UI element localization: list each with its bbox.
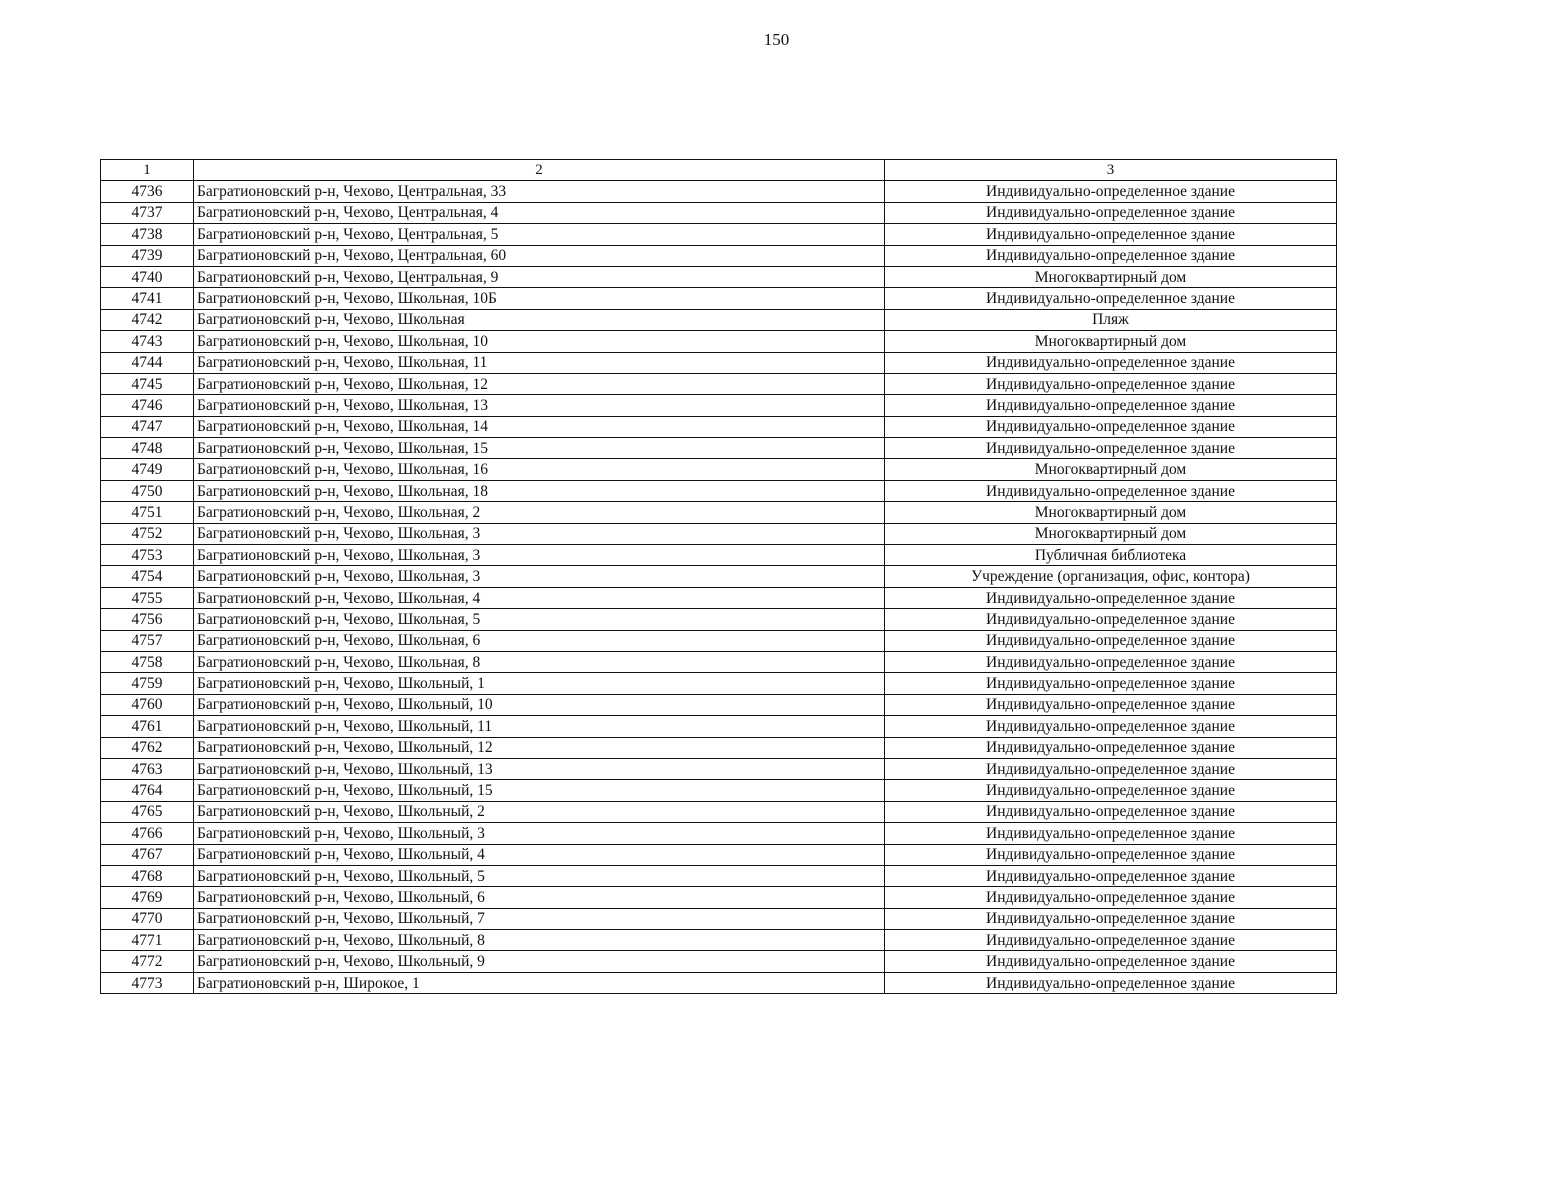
table-row (101, 438, 1337, 459)
address-cell: Багратионовский р-н, Чехово, Школьная, 13 (194, 395, 885, 416)
address-cell: Багратионовский р-н, Чехово, Школьная, 10 (194, 331, 885, 352)
row-number-cell: 4772 (101, 951, 194, 972)
row-number-cell: 4759 (101, 673, 194, 694)
header-cell-2: 2 (194, 160, 885, 181)
registry-table (100, 159, 1337, 994)
address-cell: Багратионовский р-н, Чехово, Школьный, 7 (194, 908, 885, 929)
object-type-cell: Учреждение (организация, офис, контора) (885, 566, 1337, 587)
object-type-cell: Индивидуально-определенное здание (885, 780, 1337, 801)
address-cell: Багратионовский р-н, Чехово, Школьная, 11 (194, 352, 885, 373)
row-number-cell: 4752 (101, 523, 194, 544)
address-cell: Багратионовский р-н, Чехово, Школьный, 3 (194, 823, 885, 844)
address-cell: Багратионовский р-н, Чехово, Школьная, 3 (194, 523, 885, 544)
row-number-cell: 4761 (101, 716, 194, 737)
address-cell: Багратионовский р-н, Чехово, Центральная, 5 (194, 224, 885, 245)
table-row (101, 651, 1337, 672)
header-cell-1: 1 (101, 160, 194, 181)
table-row (101, 951, 1337, 972)
table-header-row (101, 160, 1337, 181)
address-cell: Багратионовский р-н, Чехово, Школьный, 6 (194, 887, 885, 908)
table-row (101, 887, 1337, 908)
table-row (101, 630, 1337, 651)
object-type-cell: Индивидуально-определенное здание (885, 352, 1337, 373)
row-number-cell: 4762 (101, 737, 194, 758)
table-row (101, 502, 1337, 523)
object-type-cell: Публичная библиотека (885, 545, 1337, 566)
page-number: 150 (763, 30, 790, 49)
row-number-cell: 4738 (101, 224, 194, 245)
object-type-cell: Индивидуально-определенное здание (885, 245, 1337, 266)
table-row (101, 309, 1337, 330)
row-number-cell: 4754 (101, 566, 194, 587)
table-row (101, 523, 1337, 544)
table-row (101, 566, 1337, 587)
object-type-cell: Индивидуально-определенное здание (885, 972, 1337, 993)
row-number-cell: 4771 (101, 930, 194, 951)
row-number-cell: 4750 (101, 480, 194, 501)
row-number-cell: 4764 (101, 780, 194, 801)
address-cell: Багратионовский р-н, Чехово, Центральная, 33 (194, 181, 885, 202)
row-number-cell: 4745 (101, 373, 194, 394)
row-number-cell: 4751 (101, 502, 194, 523)
row-number-cell: 4739 (101, 245, 194, 266)
address-cell: Багратионовский р-н, Чехово, Школьный, 15 (194, 780, 885, 801)
object-type-cell: Индивидуально-определенное здание (885, 438, 1337, 459)
table-row (101, 545, 1337, 566)
row-number-cell: 4741 (101, 288, 194, 309)
object-type-cell: Многоквартирный дом (885, 523, 1337, 544)
row-number-cell: 4756 (101, 609, 194, 630)
object-type-cell: Индивидуально-определенное здание (885, 202, 1337, 223)
address-cell: Багратионовский р-н, Чехово, Школьная, 10Б (194, 288, 885, 309)
table-row (101, 844, 1337, 865)
table-row (101, 331, 1337, 352)
row-number-cell: 4740 (101, 266, 194, 287)
row-number-cell: 4763 (101, 758, 194, 779)
row-number-cell: 4760 (101, 694, 194, 715)
address-cell: Багратионовский р-н, Чехово, Школьная, 12 (194, 373, 885, 394)
object-type-cell: Индивидуально-определенное здание (885, 930, 1337, 951)
row-number-cell: 4743 (101, 331, 194, 352)
row-number-cell: 4755 (101, 587, 194, 608)
address-cell: Багратионовский р-н, Чехово, Школьный, 10 (194, 694, 885, 715)
table-row (101, 373, 1337, 394)
table-row (101, 865, 1337, 886)
object-type-cell: Индивидуально-определенное здание (885, 224, 1337, 245)
object-type-cell: Индивидуально-определенное здание (885, 865, 1337, 886)
address-cell: Багратионовский р-н, Чехово, Школьный, 2 (194, 801, 885, 822)
address-cell: Багратионовский р-н, Чехово, Школьная, 16 (194, 459, 885, 480)
address-cell: Багратионовский р-н, Чехово, Школьный, 8 (194, 930, 885, 951)
table-row (101, 908, 1337, 929)
row-number-cell: 4747 (101, 416, 194, 437)
row-number-cell: 4758 (101, 651, 194, 672)
table-row (101, 716, 1337, 737)
table-row (101, 202, 1337, 223)
table-row (101, 758, 1337, 779)
row-number-cell: 4736 (101, 181, 194, 202)
table-row (101, 181, 1337, 202)
address-cell: Багратионовский р-н, Чехово, Школьная, 15 (194, 438, 885, 459)
object-type-cell: Пляж (885, 309, 1337, 330)
table-row (101, 459, 1337, 480)
address-cell: Багратионовский р-н, Чехово, Школьная, 5 (194, 609, 885, 630)
object-type-cell: Многоквартирный дом (885, 331, 1337, 352)
table-row (101, 609, 1337, 630)
table-row (101, 801, 1337, 822)
table-row (101, 780, 1337, 801)
address-cell: Багратионовский р-н, Чехово, Школьная, 2 (194, 502, 885, 523)
address-cell: Багратионовский р-н, Чехово, Школьная, 6 (194, 630, 885, 651)
row-number-cell: 4753 (101, 545, 194, 566)
object-type-cell: Индивидуально-определенное здание (885, 716, 1337, 737)
table-row (101, 416, 1337, 437)
table-row (101, 673, 1337, 694)
table-row (101, 823, 1337, 844)
table-row (101, 480, 1337, 501)
address-cell: Багратионовский р-н, Чехово, Школьный, 5 (194, 865, 885, 886)
row-number-cell: 4769 (101, 887, 194, 908)
object-type-cell: Индивидуально-определенное здание (885, 737, 1337, 758)
object-type-cell: Индивидуально-определенное здание (885, 673, 1337, 694)
table-row (101, 587, 1337, 608)
object-type-cell: Индивидуально-определенное здание (885, 587, 1337, 608)
address-cell: Багратионовский р-н, Чехово, Школьная (194, 309, 885, 330)
row-number-cell: 4765 (101, 801, 194, 822)
address-cell: Багратионовский р-н, Чехово, Школьная, 4 (194, 587, 885, 608)
address-cell: Багратионовский р-н, Чехово, Школьный, 12 (194, 737, 885, 758)
object-type-cell: Индивидуально-определенное здание (885, 181, 1337, 202)
object-type-cell: Индивидуально-определенное здание (885, 694, 1337, 715)
object-type-cell: Многоквартирный дом (885, 502, 1337, 523)
address-cell: Багратионовский р-н, Чехово, Школьная, 3 (194, 545, 885, 566)
object-type-cell: Многоквартирный дом (885, 459, 1337, 480)
table-row (101, 972, 1337, 993)
object-type-cell: Индивидуально-определенное здание (885, 823, 1337, 844)
object-type-cell: Индивидуально-определенное здание (885, 609, 1337, 630)
table-row (101, 352, 1337, 373)
row-number-cell: 4746 (101, 395, 194, 416)
row-number-cell: 4737 (101, 202, 194, 223)
object-type-cell: Индивидуально-определенное здание (885, 630, 1337, 651)
address-cell: Багратионовский р-н, Чехово, Центральная, 60 (194, 245, 885, 266)
address-cell: Багратионовский р-н, Чехово, Школьный, 11 (194, 716, 885, 737)
row-number-cell: 4773 (101, 972, 194, 993)
table-row (101, 224, 1337, 245)
address-cell: Багратионовский р-н, Чехово, Школьная, 3 (194, 566, 885, 587)
row-number-cell: 4748 (101, 438, 194, 459)
row-number-cell: 4749 (101, 459, 194, 480)
header-cell-3: 3 (885, 160, 1337, 181)
object-type-cell: Индивидуально-определенное здание (885, 908, 1337, 929)
row-number-cell: 4768 (101, 865, 194, 886)
object-type-cell: Индивидуально-определенное здание (885, 288, 1337, 309)
object-type-cell: Индивидуально-определенное здание (885, 480, 1337, 501)
table-row (101, 694, 1337, 715)
row-number-cell: 4770 (101, 908, 194, 929)
address-cell: Багратионовский р-н, Чехово, Школьная, 8 (194, 651, 885, 672)
table-row (101, 395, 1337, 416)
address-cell: Багратионовский р-н, Чехово, Школьный, 1 (194, 673, 885, 694)
table-row (101, 245, 1337, 266)
row-number-cell: 4757 (101, 630, 194, 651)
address-cell: Багратионовский р-н, Чехово, Центральная, 4 (194, 202, 885, 223)
address-cell: Багратионовский р-н, Широкое, 1 (194, 972, 885, 993)
object-type-cell: Индивидуально-определенное здание (885, 844, 1337, 865)
table-body (101, 160, 1337, 994)
object-type-cell: Индивидуально-определенное здание (885, 373, 1337, 394)
object-type-cell: Индивидуально-определенное здание (885, 651, 1337, 672)
table-row (101, 266, 1337, 287)
row-number-cell: 4744 (101, 352, 194, 373)
address-cell: Багратионовский р-н, Чехово, Школьный, 9 (194, 951, 885, 972)
object-type-cell: Индивидуально-определенное здание (885, 887, 1337, 908)
address-cell: Багратионовский р-н, Чехово, Школьный, 13 (194, 758, 885, 779)
row-number-cell: 4767 (101, 844, 194, 865)
object-type-cell: Индивидуально-определенное здание (885, 801, 1337, 822)
address-cell: Багратионовский р-н, Чехово, Центральная, 9 (194, 266, 885, 287)
table-row (101, 288, 1337, 309)
table-row (101, 930, 1337, 951)
row-number-cell: 4766 (101, 823, 194, 844)
address-cell: Багратионовский р-н, Чехово, Школьная, 14 (194, 416, 885, 437)
table-row (101, 737, 1337, 758)
object-type-cell: Индивидуально-определенное здание (885, 951, 1337, 972)
address-cell: Багратионовский р-н, Чехово, Школьный, 4 (194, 844, 885, 865)
address-cell: Багратионовский р-н, Чехово, Школьная, 18 (194, 480, 885, 501)
object-type-cell: Индивидуально-определенное здание (885, 758, 1337, 779)
row-number-cell: 4742 (101, 309, 194, 330)
object-type-cell: Многоквартирный дом (885, 266, 1337, 287)
object-type-cell: Индивидуально-определенное здание (885, 395, 1337, 416)
object-type-cell: Индивидуально-определенное здание (885, 416, 1337, 437)
